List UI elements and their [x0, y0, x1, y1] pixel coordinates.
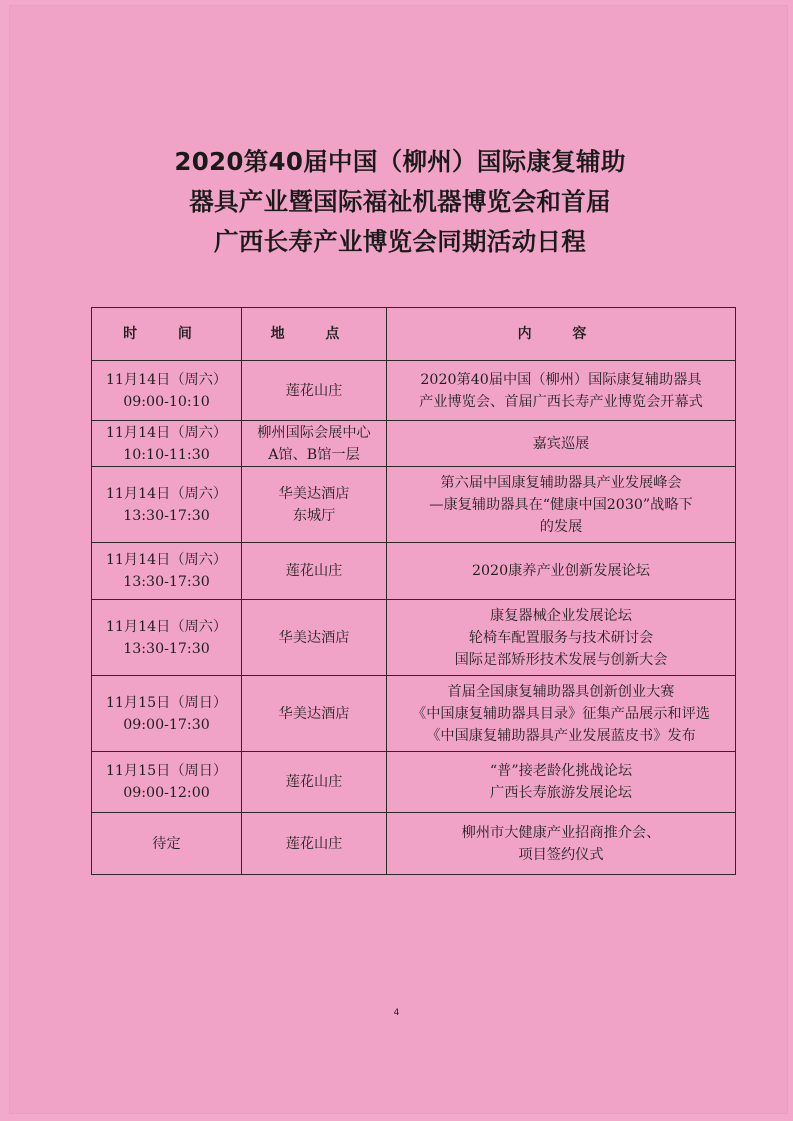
content-cell-line: 产业博览会、首届广西长寿产业博览会开幕式: [419, 393, 703, 410]
table-row: [92, 421, 736, 467]
place-cell-line: 莲花山庄: [285, 774, 343, 790]
table-row: [92, 361, 736, 421]
content-cell-line: 柳州市大健康产业招商推介会、: [461, 824, 661, 841]
content-cell-line: 康复器械企业发展论坛: [490, 607, 632, 624]
table-row: [92, 467, 736, 543]
time-cell: [92, 600, 242, 676]
time-cell-line: 11月15日（周日）: [105, 694, 228, 711]
place-cell: [242, 813, 387, 875]
time-cell-line: 11月14日（周六）: [105, 485, 228, 502]
table-row: [92, 543, 736, 600]
time-cell: [92, 421, 242, 467]
content-cell: [387, 752, 736, 813]
content-cell-line: 的发展: [539, 518, 583, 535]
place-cell-line: 莲花山庄: [285, 835, 343, 852]
content-cell-line: 《中国康复辅助器具产业发展蓝皮书》发布: [426, 727, 696, 744]
time-cell-line: 09:00-10:10: [123, 393, 210, 410]
content-cell: [387, 600, 736, 676]
time-cell-line: 13:30-17:30: [123, 574, 210, 590]
time-cell-line: 10:10-11:30: [123, 446, 210, 463]
time-cell: [92, 752, 242, 813]
content-cell: [387, 543, 736, 600]
content-cell-line: 国际足部矫形技术发展与创新大会: [454, 651, 668, 668]
time-cell-line: 13:30-17:30: [123, 507, 210, 524]
place-cell-line: 华美达酒店: [278, 705, 350, 722]
place-cell-line: A馆、B馆一层: [268, 446, 360, 463]
place-cell: [242, 676, 387, 752]
content-cell-line: 第六届中国康复辅助器具产业发展峰会: [440, 474, 682, 491]
time-cell-line: 09:00-17:30: [123, 716, 210, 733]
place-cell: [242, 361, 387, 421]
header-place: 地 点: [242, 308, 387, 361]
place-cell-line: 莲花山庄: [285, 563, 343, 579]
place-cell: [242, 600, 387, 676]
table-header-row: [92, 308, 736, 361]
time-cell: [92, 813, 242, 875]
place-cell-line: 莲花山庄: [285, 382, 343, 399]
content-cell: [387, 421, 736, 467]
content-cell-line: “普”接老龄化挑战论坛: [489, 763, 633, 779]
place-cell: [242, 543, 387, 600]
content-cell-line: 轮椅车配置服务与技术研讨会: [468, 629, 654, 646]
content-cell: [387, 361, 736, 421]
document-title: [120, 142, 680, 262]
page-number: 4: [393, 1008, 400, 1018]
place-cell-line: 华美达酒店: [278, 629, 350, 646]
place-cell: [242, 752, 387, 813]
time-cell: [92, 467, 242, 543]
table-row: [92, 600, 736, 676]
content-cell-line: —康复辅助器具在“健康中国2030”战略下: [429, 496, 693, 513]
content-cell: [387, 467, 736, 543]
content-cell-line: 广西长寿旅游发展论坛: [490, 785, 632, 801]
place-cell: [242, 467, 387, 543]
time-cell-line: 09:00-12:00: [123, 785, 210, 801]
time-cell-line: 13:30-17:30: [123, 640, 210, 657]
title-line: 器具产业暨国际福祉机器博览会和首届: [189, 187, 611, 216]
time-cell: [92, 543, 242, 600]
content-cell-line: 《中国康复辅助器具目录》征集产品展示和评选: [412, 705, 710, 722]
content-cell-line: 项目签约仪式: [518, 846, 604, 863]
header-content: 内 容: [387, 308, 736, 361]
content-cell-line: 嘉宾巡展: [532, 435, 590, 452]
header-time: 时 间: [92, 308, 242, 361]
place-cell-line: 东城厅: [292, 507, 336, 524]
content-cell: [387, 676, 736, 752]
place-cell-line: 柳州国际会展中心: [257, 424, 371, 441]
title-line: 广西长寿产业博览会同期活动日程: [214, 227, 586, 256]
place-cell-line: 华美达酒店: [278, 485, 350, 502]
time-cell: [92, 361, 242, 421]
title-line: 2020第40届中国（柳州）国际康复辅助: [174, 147, 626, 176]
time-cell-line: 11月14日（周六）: [105, 371, 228, 388]
time-cell-line: 11月15日（周日）: [105, 763, 228, 779]
table-row: [92, 752, 736, 813]
schedule-table: [91, 307, 736, 875]
time-cell-line: 待定: [152, 835, 181, 852]
time-cell-line: 11月14日（周六）: [105, 424, 228, 441]
time-cell-line: 11月14日（周六）: [105, 552, 228, 568]
content-cell-line: 2020第40届中国（柳州）国际康复辅助器具: [420, 371, 702, 388]
content-cell: [387, 813, 736, 875]
content-cell-line: 2020康养产业创新发展论坛: [472, 563, 650, 579]
content-cell-line: 首届全国康复辅助器具创新创业大赛: [447, 683, 675, 700]
place-cell: [242, 421, 387, 467]
time-cell: [92, 676, 242, 752]
table-row: [92, 676, 736, 752]
table-row: [92, 813, 736, 875]
time-cell-line: 11月14日（周六）: [105, 618, 228, 635]
